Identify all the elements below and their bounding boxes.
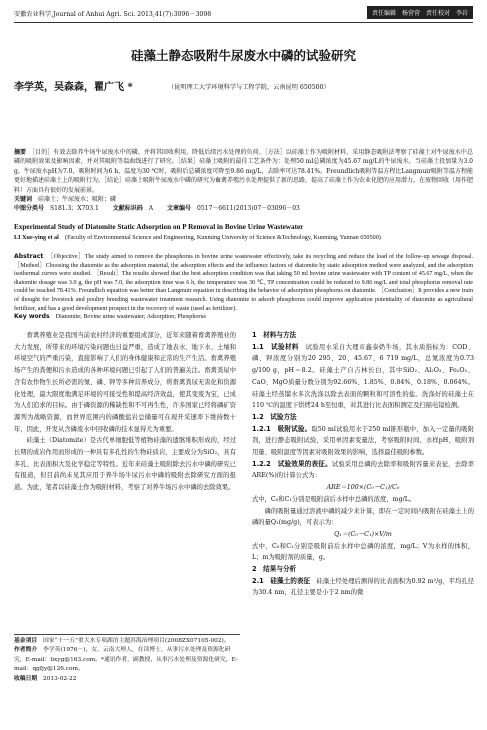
- en-abstract-text: ［Objective］The study aimed to remove the phosphorus in bovine urine wastewater effectively, take its recycling and reduce the load of the follow-up sewage disposal. ［Method］Choosing the diatomite as the adsorption material, the adsorption effects and the influence factors of diatomite by static adsorption method were analyzed, and the adsorption isothermal curves were studied. ［Result］The results showed that the best adsorption condition was that taking 50 ml bovine urine wastewater with TP content of 45.67 mg/L, when the diatomite dosage was 3.0 g, the pH was 7.0, the adsorption time was 6 h, the temperature was 30 ℃, TP concentration could be reduced to 9.86 mg/L and total phosphorus removal rate could be reached 78.41%. Freundlich equation was better than Langmuir equation in describing the behavior of adsorption phosphorus on diatomite. ［Conclusion］It provides a new train of thought for livestock and poultry breeding wastewater treatment research. Using diatomite to adsorb phosphorus could improve application potentiality of diatomite as agricultural fertilizer, and has a good development prospect in the recovery of waste (used as fertilizer).: [14, 254, 474, 312]
- affiliation: （昆明理工大学环境科学与工程学院，云南昆明 650500）: [168, 84, 330, 91]
- formula-adsorption: Q₁＝(C₀－C₁)×V/m: [334, 530, 392, 538]
- body-paragraph: 试验用水采自大理市鑫泰奶牛场，其水质指标为：COD、磷、钾浓度分别为20 295、20、45.67、6 719 mg/L，总氮浓度为0.73 g/100 g，pH＝8.2。硅藻土产自吉林长白，其中SiO₂、Al₂O₃、Fe₂O₃、CaO、MgO质量分数分别为92.66%、1.85%、0.84%、0.18%、0.064%。硅藻土经蒸馏水多次洗涤以除去表面的颗粒和可溶性的盐。洗涤好的硅藻土在110 ℃的温度下烘烤24 h至恒重，对其进行比表面积测定及扫描电镜检测。: [252, 343, 474, 410]
- zh-classification: [14, 204, 473, 213]
- body-paragraph: 硅藻土（Diatomite）是古代单细胞低等植物硅藻的遗骸堆积形成的，经过长期的成岩作用而形成的一种具有多孔性的生物硅质岩，主要成分为SiO₂，具有多孔、比表面积大及化学稳定等特性。近年来硅藻土吸附除去污水中磷的研究已有报道，但目前尚未见其应用于养牛场牛尿污水中磷的吸附去除研究方面的报道。为此，笔者以硅藻土作为吸附材料，考察了对养牛场污水中磷的去除效果。: [14, 437, 236, 492]
- section-heading: 1 材料与方法: [252, 331, 297, 339]
- running-header: [14, 6, 473, 20]
- en-abstract-block: [14, 253, 473, 322]
- zh-abstract-label: 摘要: [14, 149, 27, 156]
- zh-abstract-text: ［目的］有效去除养牛场牛尿废水中的磷，并将其回收利用，降低后续污水处理的负荷。［方法］以硅藻土作为吸附材料，采用静态吸附法考察了硅藻土对牛尿废水中总磷的吸附效果及影响因素，并对其吸附等温曲线进行了研究。［结果］硅藻土吸附的最佳工艺条件为：处理50 ml总磷浓度为45.67 mg/L的牛尿废水，当硅藻土投加量为3.0 g，牛尿废水pH为7.0，吸附时间为6 h，温度为30 ℃时，吸附后总磷浓度可降至9.86 mg/L，去除率可达78.41%。Freundlich吸附等温方程比Langmuir吸附等温方程能更好地描述硅藻土上的吸附行为。［结论］硅藻土吸附牛尿废水中磷的研究为畜禽养殖污水处理提供了新的思路，提高了硅藻土作为农业化肥的应用潜力，在废物回收（用作肥料）方面具有很好的发展前景。: [14, 149, 474, 194]
- en-abstract: [14, 253, 473, 313]
- subsubsection-heading: 1.2.2 试验效果的表征。: [252, 459, 332, 468]
- received-label: 收稿日期: [14, 675, 38, 682]
- clc-label: 中图分类号: [14, 205, 45, 213]
- footnote-rule: [14, 634, 240, 635]
- header-rule: [14, 22, 473, 23]
- zh-keywords: [14, 195, 473, 204]
- zh-keywords-label: 关键词: [14, 196, 33, 204]
- formula-removal-rate: ARE＝100×(C₀－C₁)/C₀: [326, 484, 400, 492]
- received-date: 2013-02-22: [43, 675, 77, 682]
- footnote-block: [14, 637, 240, 684]
- en-title: Experimental Study of Diatomite Static Adsorption on P Removal in Bovine Urine Wastewater: [14, 223, 304, 231]
- paper-title: 硅藻土静态吸附牛尿废水中磷的试验研究: [130, 48, 356, 63]
- journal-citation: 安徽农业科学,Journal of Anhui Agri. Sci. 2013,41(7):3096－3098: [14, 11, 212, 18]
- clc-value: S181.3；X703.1: [50, 205, 99, 213]
- body-paragraph: 磷的吸附量通过溶液中磷的减少来计算，即在一定时间内吸附在硅藻土上的磷的量Q₁(mg/g)，可表示为：: [252, 507, 474, 527]
- en-keywords-text: Diatomite; Bovine urine wastewater; Adsorption; Phosphorus: [55, 314, 206, 321]
- body-paragraph: 硅藻土经处理后测得的比表面积为0.92 m²/g，平均孔径为30.4 nm，孔径主要是小于2 nm的微: [252, 577, 474, 597]
- body-right-column: [252, 330, 474, 599]
- author-bio-label: 作者简介: [14, 647, 38, 654]
- en-affiliation: (Faculty of Environmental Science and Engineering, Kunming University of Science &Technology, Kunming, Yunnan 650500): [65, 234, 381, 241]
- body-paragraph: 式中，C₀和C₁分别是吸附前后水样中总磷的浓度，mg/L；V为水样的体积，L；m为吸附剂的质量，g。: [252, 542, 474, 562]
- body-paragraph: 畜禽养殖业是我国当前农村经济的重要组成部分，近年来随着畜禽养殖业的大力发展，所带来的环境污染问题也日益严重，造成了地表水、地下水、土壤和环境空气的严重污染，直接影响了人们的身体健康和正常的生产生活。畜禽养殖场产生的粪便和污水造成的各种环境问题已引起了人们的普遍关注。畜禽粪尿中含有农作物生长所必需的氮、磷、钾等多种营养成分，将畜禽粪尿无害化和资源化处理，最大限度地满足环境的可接受性和提高经济效益，使其变废为宝，已成为人们追求的目标。由于磷资源的稀缺性和不可再生性，许多国家已经将磷矿资源列为战略资源，而世界范围内的磷酸盐岩总储量可在现开采速率下维持数十年，因此，开发从含磷废水中回收磷的技术显得尤为重要。: [14, 332, 236, 433]
- en-keywords: [14, 313, 473, 322]
- body-paragraph: 取50 ml试验用水于250 ml锥形瓶中，加入一定量的吸附剂，进行静态吸附试验，采用单因素变量法，考察吸附时间、水样pH、吸附剂用量、吸附温度等因素对吸附效果的影响，选择最佳吸附参数。: [252, 425, 474, 457]
- zh-abstract: [14, 148, 473, 195]
- en-author-line: [14, 234, 473, 243]
- authors: 李学英，吴森森，瞿广飞 *: [14, 82, 133, 93]
- article-no-value: 0517－6611(2013)07－03096－03: [197, 205, 300, 213]
- en-abstract-label: Abstract: [14, 253, 44, 260]
- fund-text: 国家“十一五”重大水专项湖泊主题洱海治理项目(2008ZX07105-002)。: [43, 638, 230, 644]
- en-authors: LI Xue-ying et al: [14, 234, 59, 241]
- editor-info: 责任编辑 杨营营 责任校对 李岩: [367, 6, 473, 19]
- en-keywords-label: Key words: [14, 313, 50, 321]
- subsection-heading: 1.1 试验材料: [252, 342, 299, 351]
- article-no-label: 文章编号: [167, 205, 192, 213]
- body-left-column: [14, 330, 236, 494]
- body-paragraph: 式中，C₀和C₁分别是吸附前后水样中总磷的浓度，mg/L。: [252, 495, 416, 503]
- fund-note: [14, 637, 240, 646]
- body-paragraph: 试验采用总磷的去除率和吸附容量来表征，去除率ARE(%)的计算公式为：: [252, 460, 474, 480]
- author-note: [14, 646, 240, 674]
- subsubsection-heading: 1.2.1 吸附试验。: [252, 424, 312, 433]
- author-bio-text: 李学英(1976－)，女，云南大理人，在读博士，从事污水处理及资源化研究，E-mail：lixyg@163.com。*通讯作者，副教授，从事污水处理及资源化研究，E-mail：qgfjy@126.com。: [14, 647, 238, 673]
- doc-code-value: A: [148, 205, 154, 213]
- received-note: [14, 675, 240, 684]
- subsection-heading: 2.1 硅藻土的表征: [252, 576, 311, 585]
- fund-label: 基金项目: [14, 638, 38, 644]
- zh-keywords-text: 硅藻土；牛尿废水；吸附；磷: [38, 196, 117, 204]
- zh-abstract-block: [14, 148, 473, 214]
- section-heading: 2 结果与分析: [252, 565, 297, 574]
- subsection-heading: 1.2 试验方法: [252, 412, 297, 421]
- doc-code-label: 文献标识码: [112, 205, 143, 213]
